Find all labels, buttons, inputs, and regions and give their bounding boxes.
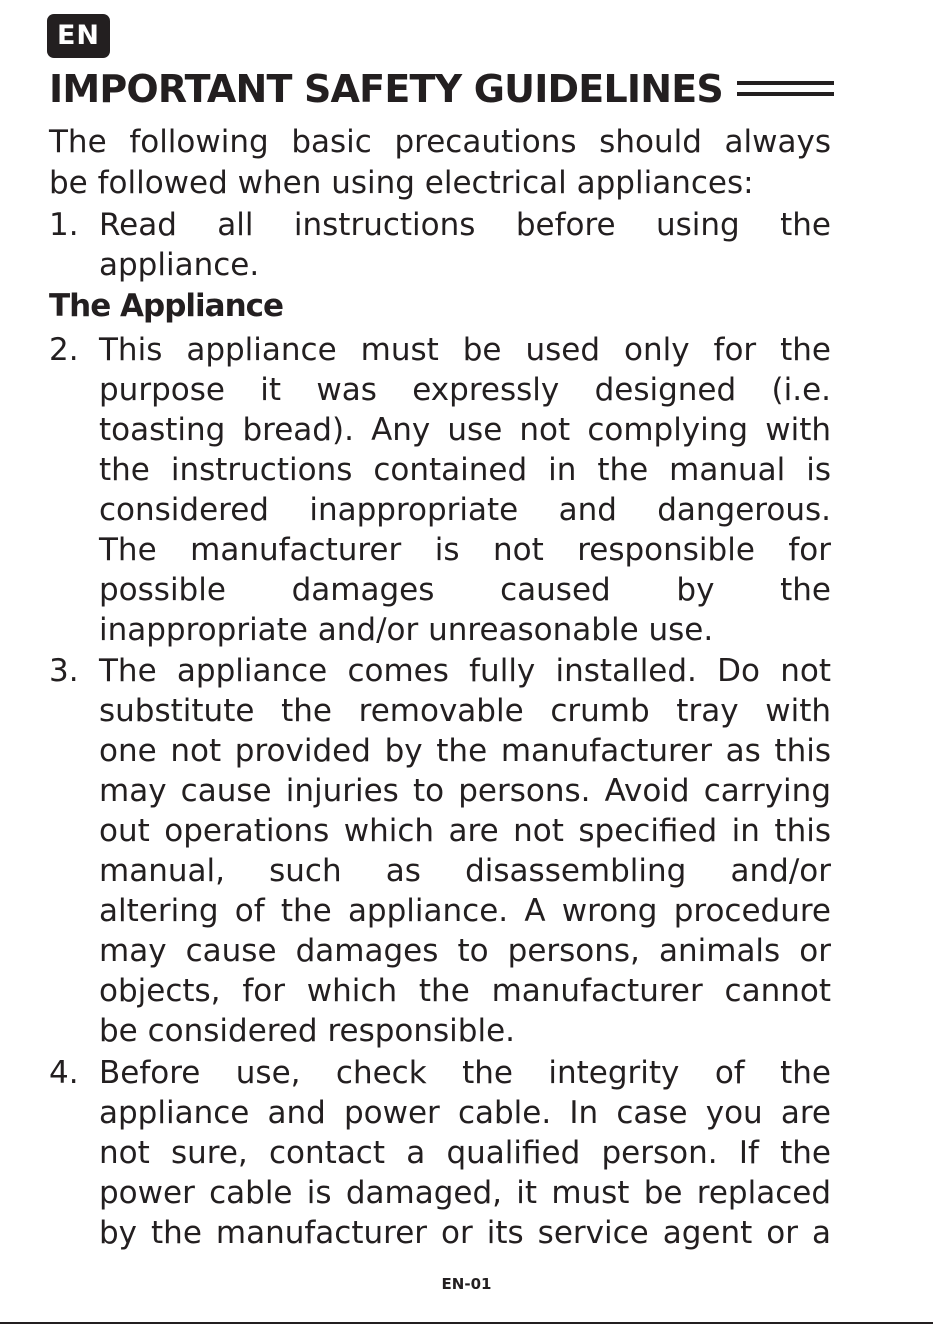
- item-line: toasting bread). Any use not complying with: [99, 412, 831, 448]
- item-line: by the manufacturer or its service agent or a: [99, 1215, 831, 1251]
- item-line: may cause injuries to persons. Avoid carrying: [99, 773, 831, 809]
- item-line: appliance and power cable. In case you are: [99, 1095, 831, 1131]
- item-line: Read all instructions before using the: [99, 207, 831, 243]
- title-rule-bottom: [737, 92, 834, 96]
- section-heading: The Appliance: [49, 288, 284, 324]
- item-number: 2.: [49, 332, 79, 368]
- item-number: 4.: [49, 1055, 79, 1091]
- title-rule-top: [737, 81, 834, 85]
- item-line: out operations which are not specified in this: [99, 813, 831, 849]
- intro-line: The following basic precautions should always: [49, 124, 831, 160]
- language-badge: EN: [47, 14, 110, 58]
- page-number: EN-01: [441, 1275, 492, 1293]
- item-line: Before use, check the integrity of the: [99, 1055, 831, 1091]
- item-line: not sure, contact a qualified person. If the: [99, 1135, 831, 1171]
- item-line: considered inappropriate and dangerous.: [99, 492, 831, 528]
- item-line: purpose it was expressly designed (i.e.: [99, 372, 831, 408]
- item-line: the instructions contained in the manual is: [99, 452, 831, 488]
- item-number: 1.: [49, 207, 79, 243]
- page-title: IMPORTANT SAFETY GUIDELINES: [49, 67, 723, 111]
- item-line: substitute the removable crumb tray with: [99, 693, 831, 729]
- item-line: appliance.: [99, 247, 260, 283]
- item-line: altering of the appliance. A wrong procedure: [99, 893, 831, 929]
- item-line: be considered responsible.: [99, 1013, 516, 1049]
- item-line: manual, such as disassembling and/or: [99, 853, 831, 889]
- item-number: 3.: [49, 653, 79, 689]
- item-line: possible damages caused by the: [99, 572, 831, 608]
- item-line: may cause damages to persons, animals or: [99, 933, 831, 969]
- item-line: The appliance comes fully installed. Do not: [99, 653, 831, 689]
- item-line: power cable is damaged, it must be replaced: [99, 1175, 831, 1211]
- intro-line: be followed when using electrical appliances:: [49, 165, 754, 201]
- item-line: This appliance must be used only for the: [99, 332, 831, 368]
- item-line: The manufacturer is not responsible for: [99, 532, 831, 568]
- item-line: inappropriate and/or unreasonable use.: [99, 612, 714, 648]
- item-line: one not provided by the manufacturer as this: [99, 733, 831, 769]
- item-line: objects, for which the manufacturer cannot: [99, 973, 831, 1009]
